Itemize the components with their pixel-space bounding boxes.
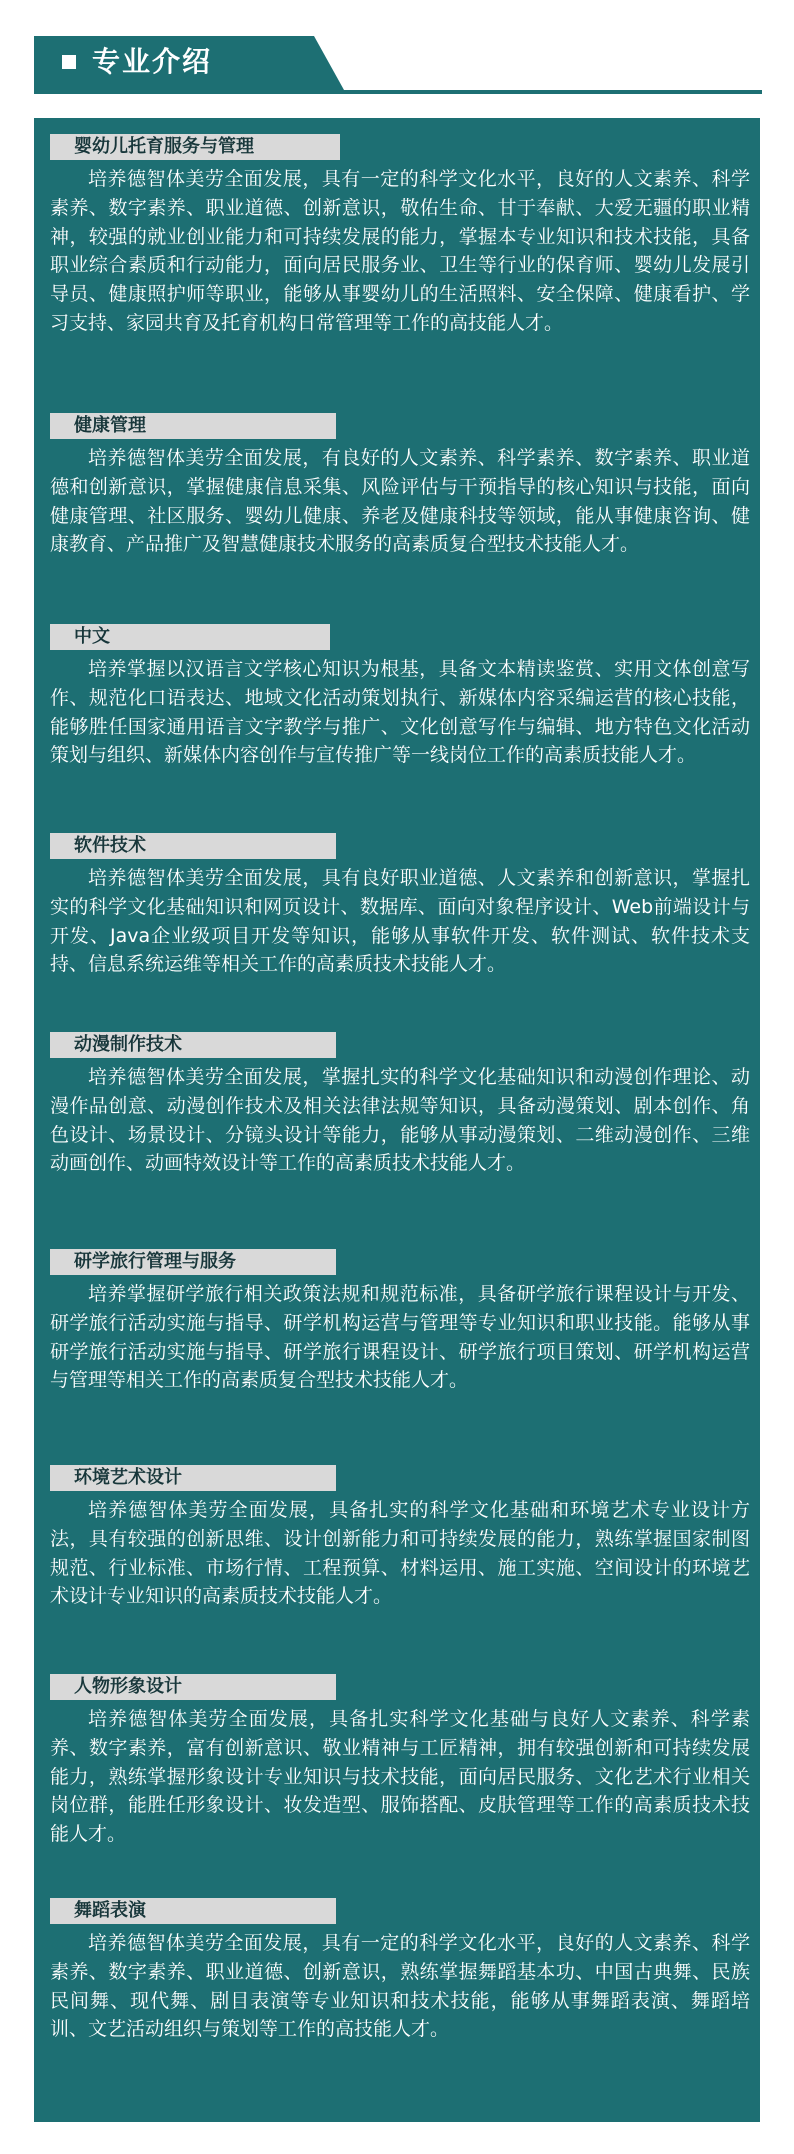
major-description: 培养德智体美劳全面发展，具有一定的科学文化水平，良好的人文素养、科学素养、数字素养、职业道德、创新意识，熟练掌握舞蹈基本功、中国古典舞、民族民间舞、现代舞、剧目表演等专业知识和技术技能，能够从事舞蹈表演、舞蹈培训、文艺活动组织与策划等工作的高技能人才。	[50, 1932, 750, 2041]
major-label: 舞蹈表演	[50, 1898, 336, 1924]
header-underline	[34, 90, 762, 94]
major-description: 培养德智体美劳全面发展，具有一定的科学文化水平，良好的人文素养、科学素养、数字素养、职业道德、创新意识，敬佑生命、甘于奉献、大爱无疆的职业精神，较强的就业创业能力和可持续发展的能力，掌握本专业知识和技术技能，具备职业综合素质和行动能力，面向居民服务业、卫生等行业的保育师、婴幼儿发展引导员、健康照护师等职业，能够从事婴幼儿的生活照料、安全保障、健康看护、学习支持、家园共育及托育机构日常管理等工作的高技能人才。	[50, 168, 750, 334]
major-description: 培养德智体美劳全面发展，具备扎实的科学文化基础和环境艺术专业设计方法，具有较强的创新思维、设计创新能力和可持续发展的能力，熟练掌握国家制图规范、行业标准、市场行情、工程预算、材料运用、施工实施、空间设计的环境艺术设计专业知识的高素质技术技能人才。	[50, 1499, 750, 1608]
major-section-dance	[50, 1898, 750, 2044]
major-label: 研学旅行管理与服务	[50, 1249, 336, 1275]
page-title: 专业介绍	[92, 45, 213, 78]
major-label: 环境艺术设计	[50, 1465, 336, 1491]
major-description: 培养德智体美劳全面发展，有良好的人文素养、科学素养、数字素养、职业道德和创新意识，掌握健康信息采集、风险评估与干预指导的核心知识与技能，面向健康管理、社区服务、婴幼儿健康、养老及健康科技等领域，能从事健康咨询、健康教育、产品推广及智慧健康技术服务的高素质复合型技术技能人才。	[50, 447, 750, 556]
major-label: 健康管理	[50, 413, 336, 439]
major-label: 人物形象设计	[50, 1674, 336, 1700]
major-label: 婴幼儿托育服务与管理	[50, 134, 340, 160]
major-section-infant-care	[50, 134, 750, 338]
major-description: 培养德智体美劳全面发展，具有良好职业道德、人文素养和创新意识，掌握扎实的科学文化基础知识和网页设计、数据库、面向对象程序设计、Web前端设计与开发、Java企业级项目开发等知识，能够从事软件开发、软件测试、软件技术支持、信息系统运维等相关工作的高素质技术技能人才。	[50, 867, 750, 976]
major-label: 动漫制作技术	[50, 1032, 336, 1058]
major-description: 培养掌握研学旅行相关政策法规和规范标准，具备研学旅行课程设计与开发、研学旅行活动实施与指导、研学机构运营与管理等专业知识和职业技能。能够从事研学旅行活动实施与指导、研学旅行课程设计、研学旅行项目策划、研学机构运营与管理等相关工作的高素质复合型技术技能人才。	[50, 1283, 750, 1392]
major-section-environmental-art	[50, 1465, 750, 1611]
section-header	[34, 36, 762, 98]
major-section-animation	[50, 1032, 750, 1178]
major-description: 培养掌握以汉语言文学核心知识为根基，具备文本精读鉴赏、实用文体创意写作、规范化口语表达、地域文化活动策划执行、新媒体内容采编运营的核心技能，能够胜任国家通用语言文字教学与推广、文化创意写作与编辑、地方特色文化活动策划与组织、新媒体内容创作与宣传推广等一线岗位工作的高素质技能人才。	[50, 658, 750, 767]
major-label: 中文	[50, 624, 330, 650]
major-section-chinese	[50, 624, 750, 770]
major-section-health-management	[50, 413, 750, 559]
major-label: 软件技术	[50, 833, 336, 859]
major-section-image-design	[50, 1674, 750, 1849]
major-section-software-technology	[50, 833, 750, 979]
majors-panel	[34, 118, 760, 2122]
major-description: 培养德智体美劳全面发展，具备扎实科学文化基础与良好人文素养、科学素养、数字素养，富有创新意识、敬业精神与工匠精神，拥有较强创新和可持续发展能力，熟练掌握形象设计专业知识与技术技能，面向居民服务、文化艺术行业相关岗位群，能胜任形象设计、妆发造型、服饰搭配、皮肤管理等工作的高素质技术技能人才。	[50, 1708, 750, 1846]
major-section-study-tour	[50, 1249, 750, 1395]
major-description: 培养德智体美劳全面发展，掌握扎实的科学文化基础知识和动漫创作理论、动漫作品创意、动漫创作技术及相关法律法规等知识，具备动漫策划、剧本创作、角色设计、场景设计、分镜头设计等能力，能够从事动漫策划、二维动漫创作、三维动画创作、动画特效设计等工作的高素质技术技能人才。	[50, 1066, 750, 1175]
square-bullet-icon	[62, 55, 76, 69]
